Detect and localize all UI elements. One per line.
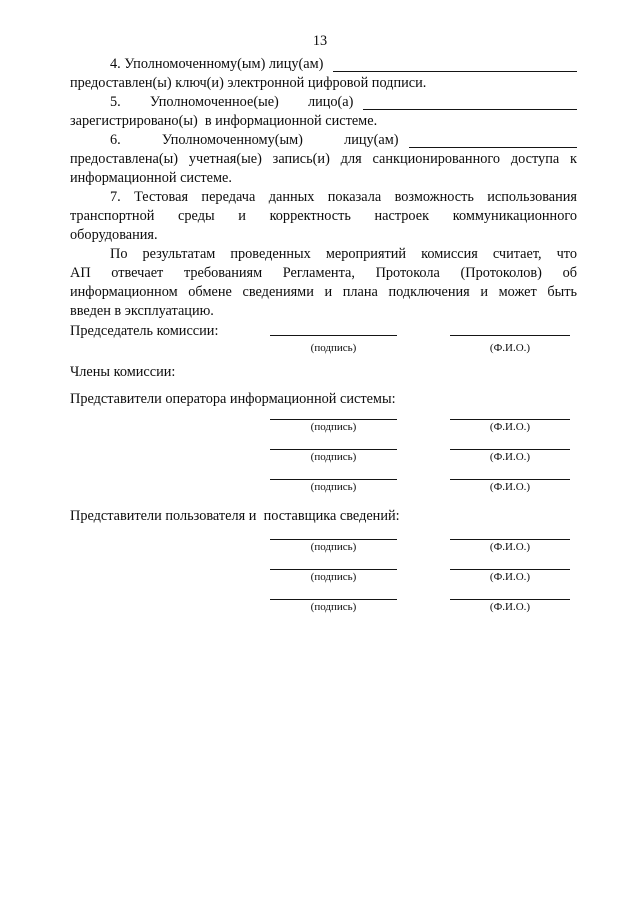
- name-line: [450, 439, 570, 450]
- name-line: [450, 469, 570, 480]
- name-caption: (Ф.И.О.): [489, 601, 531, 613]
- signature-column: [270, 589, 397, 614]
- signature-column: [270, 439, 397, 464]
- blank-underline: [363, 95, 577, 110]
- signature-caption: (подпись): [310, 342, 357, 354]
- signature-caption: (подпись): [310, 451, 357, 463]
- signature-column: [270, 529, 397, 554]
- signature-caption: (подпись): [310, 481, 357, 493]
- name-caption: (Ф.И.О.): [489, 342, 531, 354]
- blank-underline: [333, 57, 577, 72]
- signature-row: [70, 589, 577, 614]
- signature-column: [270, 559, 397, 584]
- name-line: [450, 529, 570, 540]
- clause-6-text: 6. Уполномоченному(ым) лицу(ам): [110, 132, 399, 148]
- name-column: [450, 589, 570, 614]
- clause-6-continuation: информационной системе.: [70, 170, 232, 186]
- signature-caption: (подпись): [310, 571, 357, 583]
- clause-4-text: 4. Уполномоченному(ым) лицу(ам): [110, 56, 324, 72]
- clause-7-line: оборудования.: [70, 227, 158, 243]
- name-caption: (Ф.И.О.): [489, 541, 531, 553]
- name-column: [450, 559, 570, 584]
- page-number: 13: [312, 33, 328, 49]
- signature-row: [70, 439, 577, 464]
- name-column: [450, 529, 570, 554]
- name-column: [450, 439, 570, 464]
- signature-line: [270, 323, 397, 336]
- conclusion-line: введен в эксплуатацию.: [70, 303, 214, 319]
- clause-6-line: [70, 131, 577, 150]
- name-line: [450, 323, 570, 336]
- signature-line: [270, 469, 397, 480]
- signature-line: [270, 589, 397, 600]
- operator-representatives-heading: Представители оператора информационной системы:: [70, 391, 396, 407]
- signature-line: [270, 559, 397, 570]
- clause-5-line: [70, 93, 577, 112]
- clause-7-line: 7. Тестовая передача данных показала возможность использования: [110, 189, 577, 205]
- signature-column: [270, 409, 397, 434]
- user-representatives-heading: Представители пользователя и поставщика сведений:: [70, 508, 400, 524]
- name-caption: (Ф.И.О.): [489, 421, 531, 433]
- clause-4-line: [70, 55, 577, 74]
- members-label: Члены комиссии:: [70, 364, 176, 380]
- name-caption: (Ф.И.О.): [489, 451, 531, 463]
- chairman-row: [70, 323, 577, 339]
- chairman-label: Председатель комиссии:: [70, 323, 219, 339]
- name-line: [450, 589, 570, 600]
- signature-row: [70, 559, 577, 584]
- name-caption: (Ф.И.О.): [489, 481, 531, 493]
- signature-row: [70, 409, 577, 434]
- signature-row: [70, 469, 577, 494]
- name-line: [450, 409, 570, 420]
- name-column: [450, 469, 570, 494]
- document-body: [70, 55, 577, 619]
- name-line: [450, 559, 570, 570]
- clause-4-continuation: предоставлен(ы) ключ(и) электронной цифровой подписи.: [70, 75, 427, 91]
- operator-signature-rows: [70, 409, 577, 494]
- signature-column: [270, 469, 397, 494]
- clause-5-text: 5. Уполномоченное(ые) лицо(а): [110, 94, 354, 110]
- signature-row: [70, 529, 577, 554]
- signature-line: [270, 439, 397, 450]
- signature-caption: (подпись): [310, 601, 357, 613]
- conclusion-line: информационном обмене сведениями и плана подключения и может быть: [70, 284, 577, 300]
- conclusion-line: АП отвечает требованиям Регламента, Протокола (Протоколов) об: [70, 265, 577, 281]
- conclusion-line: По результатам проведенных мероприятий комиссия считает, что: [110, 246, 577, 262]
- clause-7-line: транспортной среды и корректность настроек коммуникационного: [70, 208, 577, 224]
- name-column: [450, 409, 570, 434]
- signature-line: [270, 529, 397, 540]
- clause-5-continuation: зарегистрировано(ы) в информационной системе.: [70, 113, 378, 129]
- chairman-caption-row: [70, 342, 577, 356]
- signature-caption: (подпись): [310, 421, 357, 433]
- clause-6-continuation: предоставлена(ы) учетная(ые) запись(и) для санкционированного доступа к: [70, 151, 577, 167]
- signature-line: [270, 409, 397, 420]
- signature-caption: (подпись): [310, 541, 357, 553]
- name-caption: (Ф.И.О.): [489, 571, 531, 583]
- user-signature-rows: [70, 529, 577, 614]
- blank-underline: [409, 133, 577, 148]
